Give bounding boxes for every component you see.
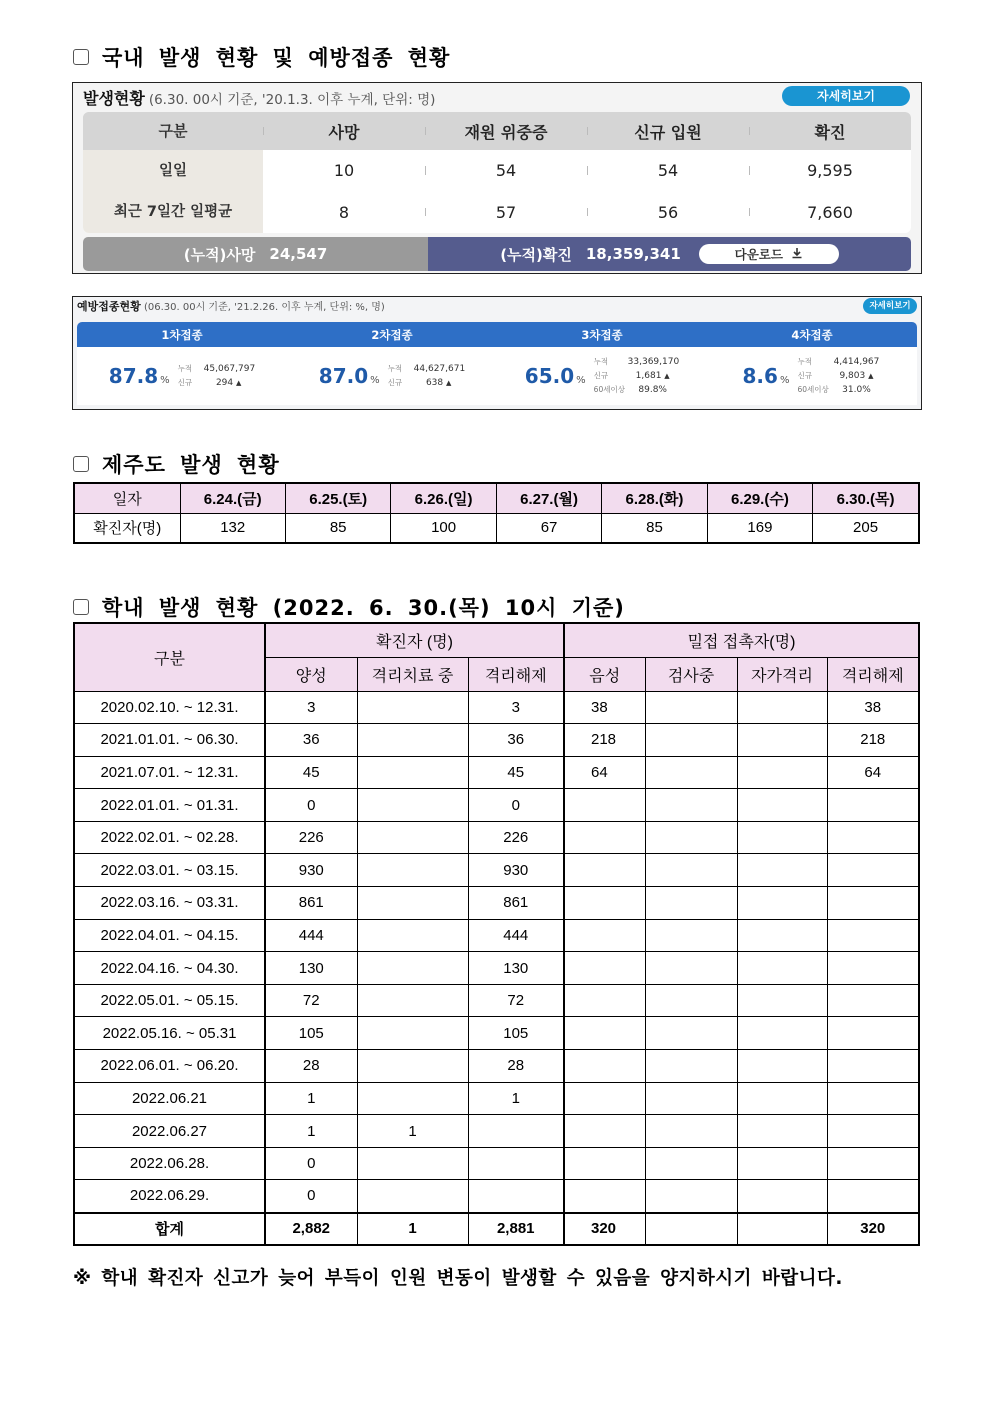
- school-row: [74, 854, 919, 887]
- jeju-date: 6.25.(토): [285, 483, 390, 513]
- occurrence-panel: [72, 82, 922, 274]
- value-cell: [357, 952, 468, 985]
- vaccination-detail-button[interactable]: 자세히보기: [863, 298, 917, 314]
- school-section-title: 학내 발생 현황 (2022. 6. 30.(목) 10시 기준): [73, 592, 625, 622]
- checkbox-bullet-icon: [73, 599, 89, 615]
- value-cell: [737, 789, 827, 822]
- jeju-value: 205: [813, 513, 919, 543]
- jeju-header-row: [74, 483, 919, 513]
- sub-header: 격리해제: [468, 657, 564, 691]
- dose-percent: 65.0 %: [524, 364, 586, 388]
- vaccination-header: [77, 298, 385, 314]
- cumulative-confirmed-value: 18,359,341: [585, 245, 681, 263]
- total-cell: 2,882: [265, 1213, 357, 1246]
- school-row: [74, 789, 919, 822]
- period-cell: 2022.06.29.: [74, 1180, 265, 1213]
- value-cell: [357, 1180, 468, 1213]
- value-cell: [357, 691, 468, 724]
- school-row: [74, 821, 919, 854]
- value-cell: [564, 887, 645, 920]
- jeju-value: 132: [180, 513, 285, 543]
- value-cell: [737, 691, 827, 724]
- footnote: ※ 학내 확진자 신고가 늦어 부득이 인원 변동이 발생할 수 있음을 양지하시기 바랍니다.: [73, 1268, 843, 1289]
- up-arrow-icon: ▲: [664, 372, 670, 380]
- value-cell: 930: [468, 854, 564, 887]
- dose-label: 3차접종: [581, 327, 623, 342]
- dose-label: 1차접종: [161, 327, 203, 342]
- value-cell: 861: [468, 887, 564, 920]
- checkbox-bullet-icon: [73, 49, 89, 65]
- value-cell: 226: [468, 821, 564, 854]
- value-cell: [737, 1082, 827, 1115]
- dose-figures: 누적 45,067,797 신규 294 ▲: [177, 364, 256, 388]
- value-cell: [645, 756, 737, 789]
- value-cell: 930: [265, 854, 357, 887]
- value-cell: [737, 919, 827, 952]
- period-cell: 2022.06.01. ~ 06.20.: [74, 1050, 265, 1083]
- value-cell: 9,595: [749, 150, 911, 191]
- school-row: [74, 1050, 919, 1083]
- cumulative-death-label: (누적)사망: [183, 245, 256, 264]
- value-cell: [645, 1082, 737, 1115]
- value-cell: [645, 887, 737, 920]
- period-cell: 2022.04.16. ~ 04.30.: [74, 952, 265, 985]
- dose-figures: 누적 33,369,170 신규 1,681 ▲ 60세이상 89.8%: [593, 357, 680, 395]
- cumulative-bar: [83, 237, 911, 271]
- school-row: [74, 1017, 919, 1050]
- value-cell: [827, 789, 919, 822]
- value-cell: [357, 821, 468, 854]
- value-cell: [357, 1017, 468, 1050]
- download-label: 다운로드: [734, 247, 783, 262]
- jeju-value: 67: [496, 513, 601, 543]
- period-cell: 2022.01.01. ~ 01.31.: [74, 789, 265, 822]
- value-cell: [645, 724, 737, 757]
- value-cell: [645, 1180, 737, 1213]
- school-row: [74, 691, 919, 724]
- header-cell: 사망: [263, 112, 425, 150]
- value-cell: [468, 1147, 564, 1180]
- jeju-date: 6.30.(목): [813, 483, 919, 513]
- sub-header: 음성: [564, 657, 645, 691]
- value-cell: [645, 854, 737, 887]
- school-table: [73, 622, 920, 1246]
- school-row: [74, 1180, 919, 1213]
- dose-figures: 누적 44,627,671 신규 638 ▲: [387, 364, 466, 388]
- total-cell: 1: [357, 1213, 468, 1246]
- total-cell: [737, 1213, 827, 1246]
- school-total-row: [74, 1213, 919, 1246]
- jeju-date: 6.26.(일): [391, 483, 496, 513]
- jeju-value: 169: [707, 513, 812, 543]
- value-cell: [564, 854, 645, 887]
- value-cell: [737, 756, 827, 789]
- total-label: 합계: [74, 1213, 265, 1246]
- period-cell: 2020.02.10. ~ 12.31.: [74, 691, 265, 724]
- domestic-section-title: 국내 발생 현황 및 예방접종 현황: [73, 42, 450, 72]
- value-cell: [737, 1147, 827, 1180]
- value-cell: [564, 1147, 645, 1180]
- value-cell: 54: [587, 150, 749, 191]
- dose-label: 2차접종: [371, 327, 413, 342]
- value-cell: 861: [265, 887, 357, 920]
- period-cell: 2022.06.27: [74, 1115, 265, 1148]
- school-row: [74, 919, 919, 952]
- value-cell: [645, 984, 737, 1017]
- value-cell: 64: [827, 756, 919, 789]
- vaccination-body: [77, 347, 917, 405]
- value-cell: [357, 1082, 468, 1115]
- value-cell: [357, 854, 468, 887]
- occurrence-subtitle: (6.30. 00시 기준, '20.1.3. 이후 누계, 단위: 명): [148, 92, 436, 108]
- jeju-table: [73, 482, 920, 544]
- value-cell: 36: [265, 724, 357, 757]
- school-row: [74, 887, 919, 920]
- value-cell: 45: [265, 756, 357, 789]
- value-cell: 56: [587, 191, 749, 233]
- value-cell: [645, 821, 737, 854]
- value-cell: 0: [265, 789, 357, 822]
- total-cell: [645, 1213, 737, 1246]
- school-row: [74, 1115, 919, 1148]
- value-cell: [737, 1180, 827, 1213]
- value-cell: [564, 1050, 645, 1083]
- value-cell: [737, 952, 827, 985]
- row-label: 최근 7일간 일평균: [83, 191, 263, 233]
- dose-3-stats: [497, 347, 707, 405]
- jeju-value: 85: [285, 513, 390, 543]
- header-cell: 확진: [749, 112, 911, 150]
- total-cell: 320: [564, 1213, 645, 1246]
- period-cell: 2022.04.01. ~ 04.15.: [74, 919, 265, 952]
- header-cell: 신규 입원: [587, 112, 749, 150]
- value-cell: [737, 1115, 827, 1148]
- sub-header: 검사중: [645, 657, 737, 691]
- value-cell: 0: [265, 1180, 357, 1213]
- value-cell: [564, 1082, 645, 1115]
- value-cell: 72: [468, 984, 564, 1017]
- value-cell: [357, 1050, 468, 1083]
- value-cell: [645, 691, 737, 724]
- value-cell: [827, 984, 919, 1017]
- value-cell: 28: [265, 1050, 357, 1083]
- cumulative-confirmed: [428, 237, 911, 271]
- value-cell: [645, 789, 737, 822]
- sub-header: 격리해제: [827, 657, 919, 691]
- school-header-row-1: [74, 623, 919, 657]
- checkbox-bullet-icon: [73, 456, 89, 472]
- value-cell: 3: [265, 691, 357, 724]
- value-cell: [737, 724, 827, 757]
- up-arrow-icon: ▲: [446, 379, 452, 387]
- value-cell: [468, 1180, 564, 1213]
- jeju-section-title: 제주도 발생 현황: [73, 449, 280, 479]
- value-cell: [564, 1115, 645, 1148]
- up-arrow-icon: ▲: [236, 379, 242, 387]
- dose-2-stats: [287, 347, 497, 405]
- school-row: [74, 756, 919, 789]
- value-cell: 64: [564, 756, 645, 789]
- school-header-category: 구분: [74, 623, 265, 691]
- jeju-date: 6.27.(월): [496, 483, 601, 513]
- value-cell: [827, 1180, 919, 1213]
- value-cell: 130: [468, 952, 564, 985]
- period-cell: 2022.03.16. ~ 03.31.: [74, 887, 265, 920]
- period-cell: 2022.02.01. ~ 02.28.: [74, 821, 265, 854]
- value-cell: [357, 724, 468, 757]
- school-row: [74, 984, 919, 1017]
- value-cell: [357, 984, 468, 1017]
- value-cell: [357, 1147, 468, 1180]
- value-cell: [645, 1050, 737, 1083]
- value-cell: [645, 1147, 737, 1180]
- download-icon: [791, 247, 803, 262]
- value-cell: 72: [265, 984, 357, 1017]
- value-cell: 218: [827, 724, 919, 757]
- occurrence-header: [83, 86, 435, 109]
- value-cell: [827, 854, 919, 887]
- vaccination-title: 예방접종현황: [77, 300, 141, 313]
- sub-header: 격리치료 중: [357, 657, 468, 691]
- up-arrow-icon: ▲: [868, 372, 874, 380]
- occurrence-row: [83, 191, 911, 233]
- occurrence-title: 발생현황: [83, 89, 145, 108]
- value-cell: 28: [468, 1050, 564, 1083]
- total-cell: 320: [827, 1213, 919, 1246]
- occurrence-table: [83, 112, 911, 233]
- value-cell: [827, 821, 919, 854]
- value-cell: 45: [468, 756, 564, 789]
- value-cell: [827, 1147, 919, 1180]
- header-cell: 재원 위중증: [425, 112, 587, 150]
- value-cell: [827, 1082, 919, 1115]
- value-cell: [357, 887, 468, 920]
- value-cell: [737, 821, 827, 854]
- value-cell: [357, 789, 468, 822]
- vaccination-panel: [72, 296, 922, 410]
- vaccination-subtitle: (06.30. 00시 기준, '21.2.26. 이후 누계, 단위: %, 명): [143, 302, 385, 313]
- download-button[interactable]: [699, 244, 839, 264]
- period-cell: 2022.03.01. ~ 03.15.: [74, 854, 265, 887]
- sub-header: 양성: [265, 657, 357, 691]
- value-cell: 8: [338, 202, 350, 222]
- value-cell: 1: [265, 1115, 357, 1148]
- value-cell: 38: [564, 691, 645, 724]
- school-group-contacts: 밀접 접촉자(명): [564, 623, 919, 657]
- value-cell: [468, 1115, 564, 1148]
- period-cell: 2022.06.21: [74, 1082, 265, 1115]
- value-cell: [357, 919, 468, 952]
- value-cell: 0: [468, 789, 564, 822]
- value-cell: [827, 1017, 919, 1050]
- cumulative-confirmed-label: (누적)확진: [500, 245, 572, 264]
- cumulative-death: [83, 237, 428, 271]
- school-row: [74, 1147, 919, 1180]
- value-cell: [357, 756, 468, 789]
- period-cell: 2022.06.28.: [74, 1147, 265, 1180]
- value-cell: [564, 1017, 645, 1050]
- row-label: 일일: [83, 150, 263, 191]
- value-cell: 7,660: [749, 191, 911, 233]
- period-cell: 2021.07.01. ~ 12.31.: [74, 756, 265, 789]
- school-row: [74, 1082, 919, 1115]
- school-row: [74, 952, 919, 985]
- value-cell: 38: [827, 691, 919, 724]
- jeju-value: 85: [602, 513, 707, 543]
- header-cell: 구분: [83, 112, 263, 150]
- value-cell: [827, 952, 919, 985]
- cumulative-death-value: 24,547: [269, 245, 328, 263]
- dose-percent: 87.0 %: [318, 364, 380, 388]
- value-cell: 3: [468, 691, 564, 724]
- value-cell: [737, 1017, 827, 1050]
- period-cell: 2022.05.16. ~ 05.31: [74, 1017, 265, 1050]
- value-cell: [737, 1050, 827, 1083]
- period-cell: 2021.01.01. ~ 06.30.: [74, 724, 265, 757]
- value-cell: [564, 789, 645, 822]
- total-cell: 2,881: [468, 1213, 564, 1246]
- value-cell: 444: [468, 919, 564, 952]
- jeju-value: 100: [391, 513, 496, 543]
- value-cell: [564, 821, 645, 854]
- value-cell: 105: [265, 1017, 357, 1050]
- value-cell: [645, 919, 737, 952]
- school-row: [74, 724, 919, 757]
- occurrence-row: [83, 150, 911, 191]
- dose-percent: 8.6 %: [742, 364, 790, 388]
- jeju-row-label: 확진자(명): [74, 513, 180, 543]
- dose-1-stats: [77, 347, 287, 405]
- value-cell: [564, 919, 645, 952]
- value-cell: 1: [468, 1082, 564, 1115]
- value-cell: 444: [265, 919, 357, 952]
- value-cell: [564, 1180, 645, 1213]
- dose-4-stats: [707, 347, 917, 405]
- value-cell: 1: [265, 1082, 357, 1115]
- value-cell: 226: [265, 821, 357, 854]
- vaccination-dose-header: [77, 322, 917, 347]
- jeju-date: 6.29.(수): [707, 483, 812, 513]
- value-cell: [645, 1017, 737, 1050]
- value-cell: [827, 919, 919, 952]
- value-cell: [645, 952, 737, 985]
- value-cell: [827, 1115, 919, 1148]
- value-cell: 105: [468, 1017, 564, 1050]
- value-cell: [645, 1115, 737, 1148]
- jeju-date: 6.24.(금): [180, 483, 285, 513]
- dose-percent: 87.8 %: [108, 364, 170, 388]
- jeju-header-label: 일자: [74, 483, 180, 513]
- period-cell: 2022.05.01. ~ 05.15.: [74, 984, 265, 1017]
- occurrence-detail-button[interactable]: 자세히보기: [782, 86, 910, 106]
- jeju-date: 6.28.(화): [602, 483, 707, 513]
- sub-header: 자가격리: [737, 657, 827, 691]
- value-cell: [737, 854, 827, 887]
- value-cell: 130: [265, 952, 357, 985]
- value-cell: [737, 887, 827, 920]
- value-cell: [737, 984, 827, 1017]
- value-cell: 1: [357, 1115, 468, 1148]
- value-cell: 10: [333, 161, 355, 180]
- value-cell: [827, 1050, 919, 1083]
- value-cell: [827, 887, 919, 920]
- value-cell: 54: [425, 150, 587, 191]
- value-cell: 36: [468, 724, 564, 757]
- value-cell: 57: [425, 191, 587, 233]
- dose-label: 4차접종: [791, 327, 833, 342]
- value-cell: [564, 984, 645, 1017]
- value-cell: [564, 952, 645, 985]
- occurrence-header-row: [83, 112, 911, 150]
- school-group-confirmed: 확진자 (명): [265, 623, 564, 657]
- value-cell: 0: [265, 1147, 357, 1180]
- jeju-value-row: [74, 513, 919, 543]
- value-cell: 218: [564, 724, 645, 757]
- dose-figures: 누적 4,414,967 신규 9,803 ▲ 60세이상 31.0%: [797, 357, 880, 395]
